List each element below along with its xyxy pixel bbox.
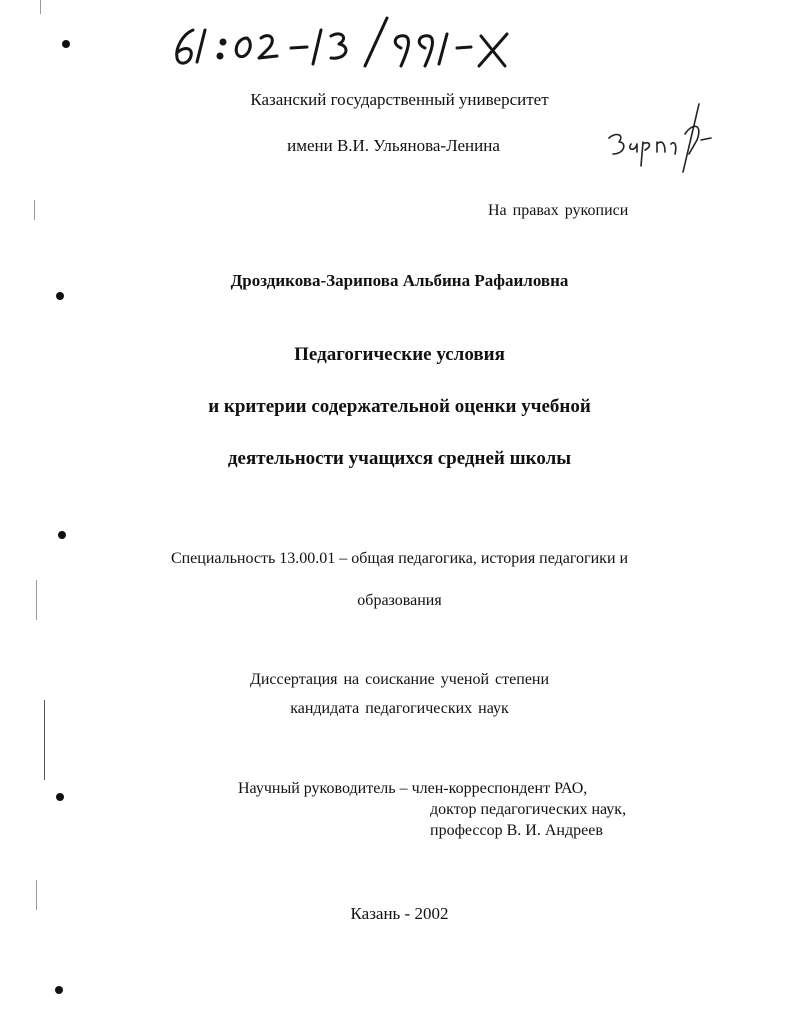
university-name: Казанский государственный университет (250, 90, 549, 109)
specialty-line-1: Специальность 13.00.01 – общая педагогика, история педагогики и (170, 550, 629, 567)
degree-line-1: Диссертация на соискание ученой степени (249, 671, 550, 688)
degree-line-2: кандидата педагогических наук (290, 700, 509, 717)
specialty-line-2: образования (357, 592, 442, 609)
scan-edge-line (34, 200, 35, 220)
scan-edge-line (40, 0, 41, 14)
binding-hole-dot (56, 292, 64, 300)
dissertation-title-line-2: и критерии содержательной оценки учебной (208, 396, 591, 417)
binding-hole-dot (56, 793, 64, 801)
university-named-after: имени В.И. Ульянова-Ленина (287, 136, 500, 155)
handwritten-archive-number (165, 8, 565, 70)
binding-hole-dot (55, 986, 63, 994)
author-name: Дроздикова-Зарипова Альбина Рафаиловна (230, 271, 569, 290)
dissertation-title-line-1: Педагогические условия (294, 344, 505, 365)
supervisor-line-2: доктор педагогических наук, (430, 801, 627, 818)
city-year: Казань - 2002 (350, 904, 449, 923)
supervisor-line-1: Научный руководитель – член-корреспондент РАО, (238, 780, 588, 797)
dissertation-title-line-3: деятельности учащихся средней школы (227, 448, 572, 469)
binding-hole-dot (62, 40, 70, 48)
binding-hole-dot (58, 531, 66, 539)
supervisor-line-3: профессор В. И. Андреев (430, 822, 603, 839)
manuscript-rights-note: На правах рукописи (488, 202, 629, 219)
